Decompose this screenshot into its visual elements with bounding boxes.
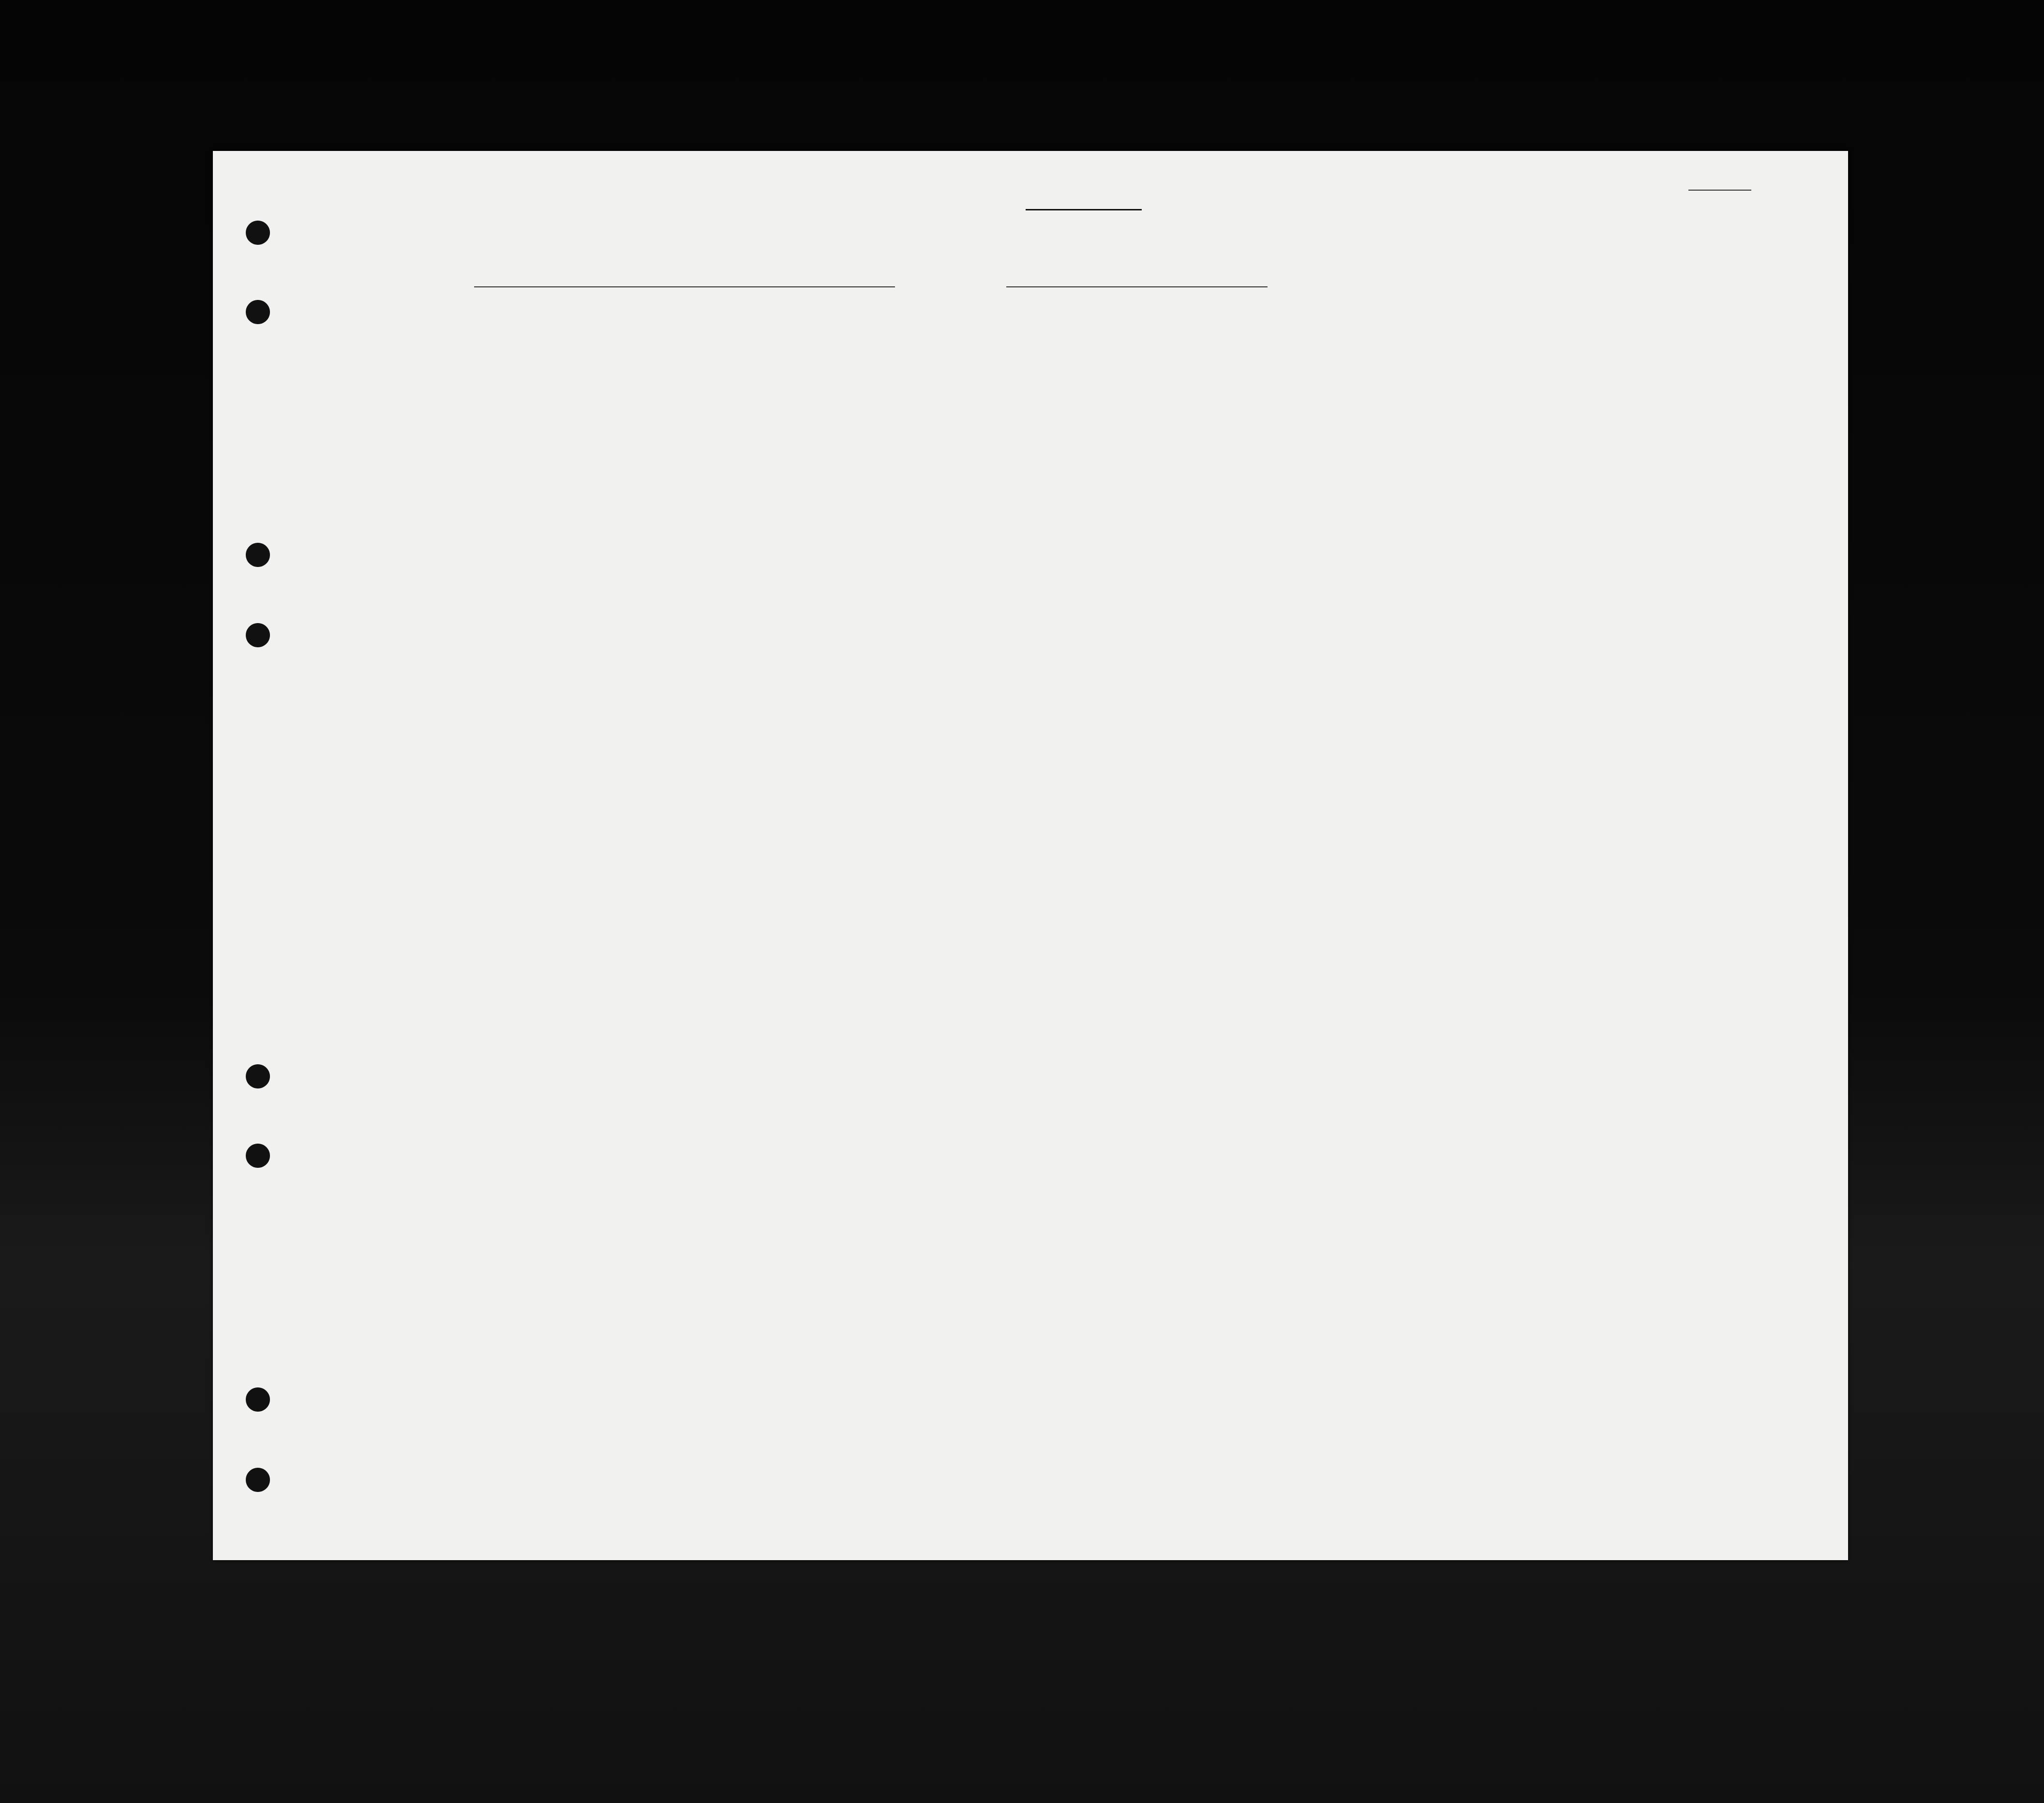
- manifest-sheet: [213, 151, 1848, 1560]
- punch-hole: [246, 1387, 270, 1412]
- title-rule: [1026, 209, 1142, 210]
- port-underline: [1006, 286, 1268, 287]
- punch-hole: [246, 543, 270, 567]
- punch-hole: [246, 1468, 270, 1492]
- sheet-underline: [1688, 190, 1751, 191]
- vessel-underline: [474, 286, 895, 287]
- punch-hole: [246, 300, 270, 324]
- punch-hole: [246, 1144, 270, 1168]
- punch-hole: [246, 1064, 270, 1088]
- punch-hole: [246, 623, 270, 647]
- punch-hole: [246, 221, 270, 245]
